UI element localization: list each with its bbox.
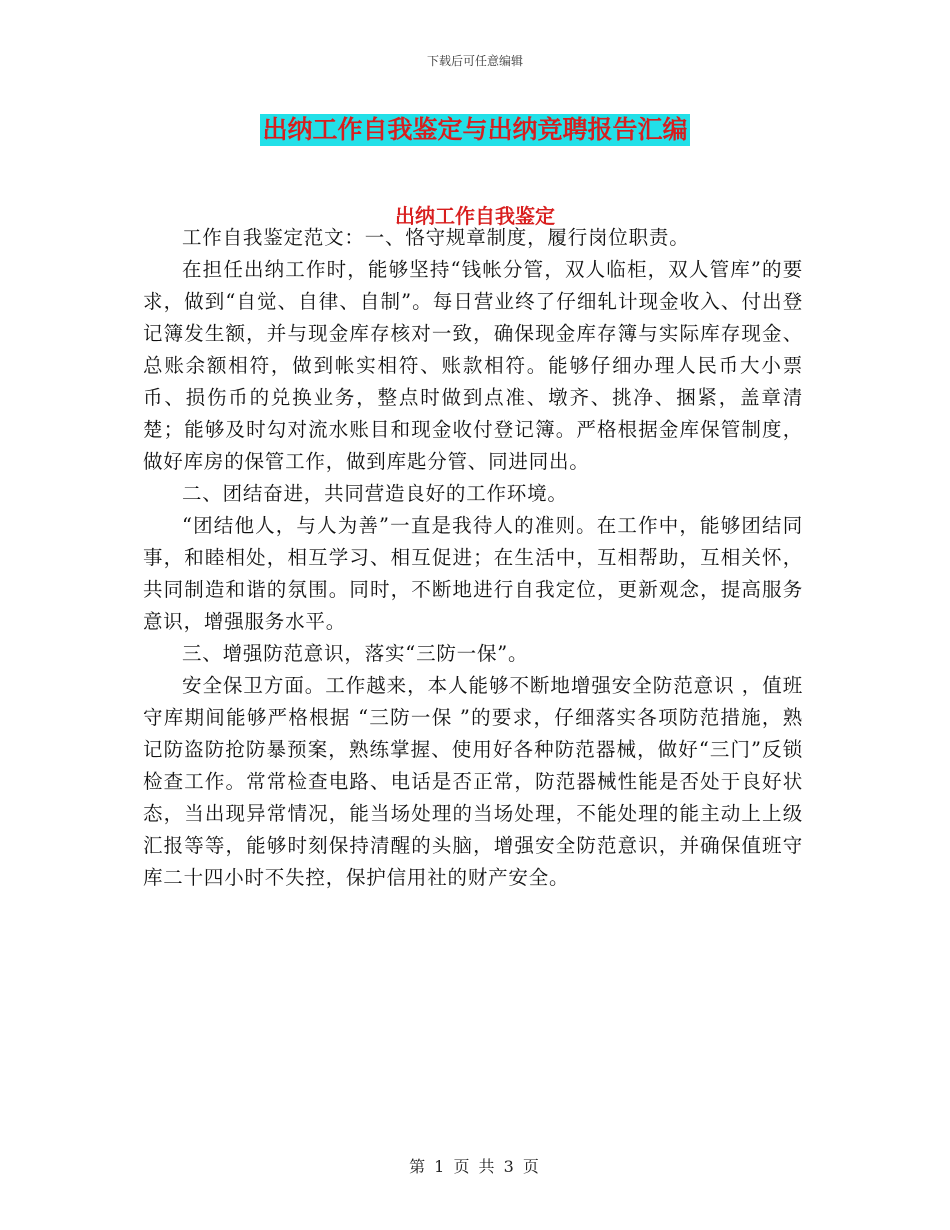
page-header-note: 下载后可任意编辑	[426, 54, 523, 68]
section-title: 出纳工作自我鉴定	[395, 204, 555, 228]
document-title: 出纳工作自我鉴定与出纳竞聘报告汇编	[262, 115, 688, 144]
paragraph: 安全保卫方面。工作越来，本人能够不断地增强安全防范意识 ，值班守库期间能够严格根据 “三防一保 ”的要求，仔细落实各项防范措施，熟记防盗防抢防暴预案，熟练掌握、使用好各种防范器械，做好“三门”反锁检查工作。常常检查电路、电话是否正常，防范器械性能是否处于良好状态，当出现异常情况，能当场处理的当场处理，不能处理的能主动上上级汇报等等，能够时刻保持清醒的头脑，增强安全防范意识，并确保值班守库二十四小时不失控，保护信用社的财产安全。	[143, 674, 803, 889]
paragraph: 三、增强防范意识，落实“三防一保”。	[182, 642, 529, 665]
page-number-footer: 第 1 页 共 3 页	[409, 1157, 541, 1176]
paragraph: 在担任出纳工作时，能够坚持“钱帐分管，双人临柜，双人管库”的要求，做到“自觉、自律、自制”。每日营业终了仔细轧计现金收入、付出登记簿发生额，并与现金库存核对一致，确保现金库存簿与实际库存现金、总账余额相符，做到帐实相符、账款相符。能够仔细办理人民币大小票币、损伤币的兑换业务，整点时做到点准、墩齐、挑净、捆紧，盖章清楚；能够及时勾对流水账目和现金收付登记簿。严格根据金库保管制度，做好库房的保管工作，做到库匙分管、同进同出。	[143, 258, 803, 473]
document-body	[143, 222, 803, 894]
document-title-wrapper	[0, 114, 950, 146]
paragraph: 二、团结奋进，共同营造良好的工作环境。	[182, 482, 568, 505]
paragraph: “团结他人，与人为善”一直是我待人的准则。在工作中，能够团结同事，和睦相处，相互学习、相互促进；在生活中，互相帮助，互相关怀，共同制造和谐的氛围。同时，不断地进行自我定位，更新观念，提高服务意识，增强服务水平。	[143, 514, 803, 633]
paragraph: 工作自我鉴定范文：一、恪守规章制度，履行岗位职责。	[182, 226, 690, 249]
